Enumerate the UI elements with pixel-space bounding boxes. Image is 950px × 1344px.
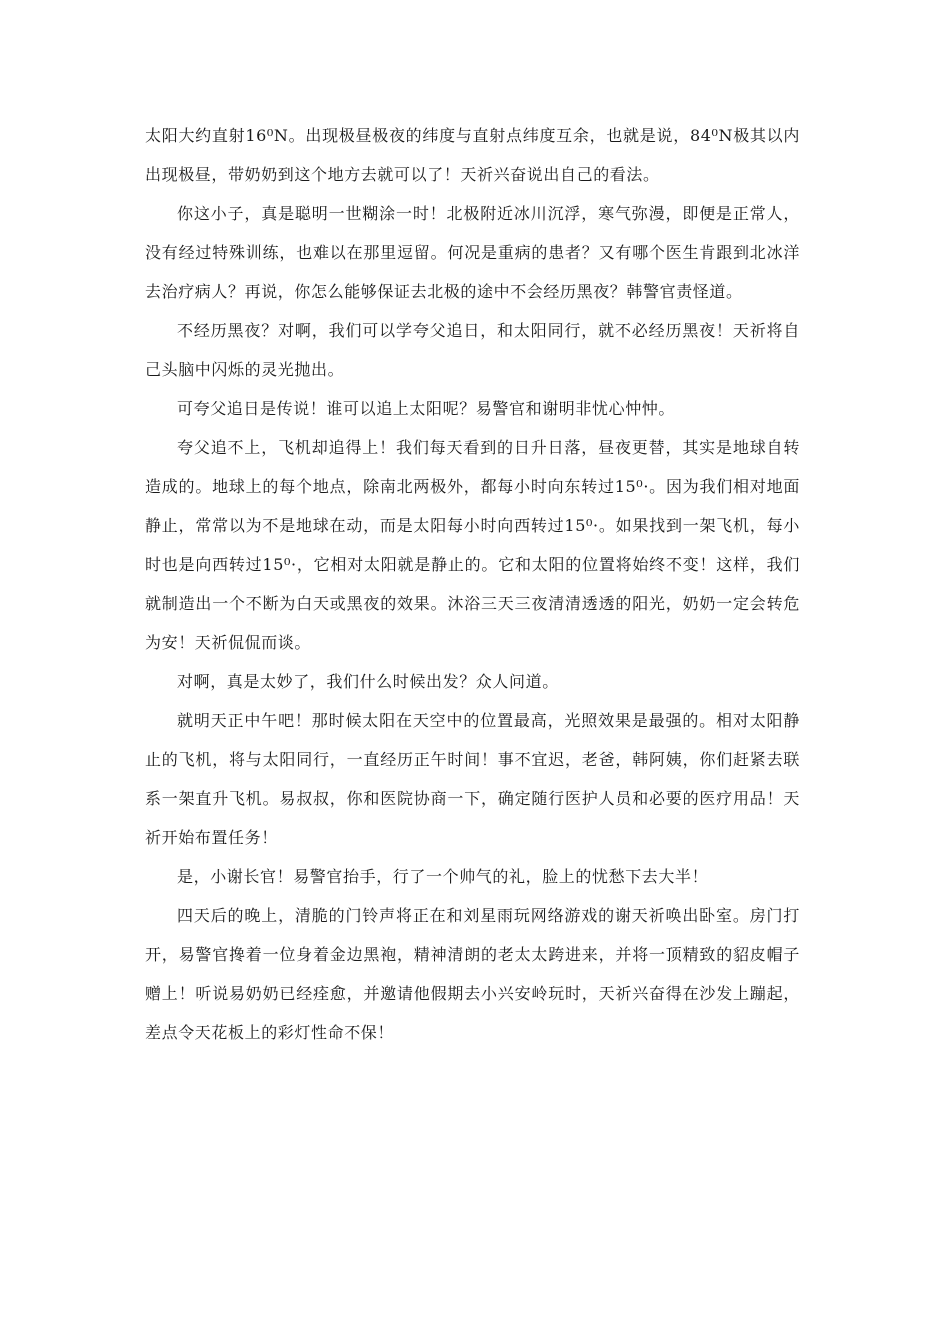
paragraph-4: 可夸父追日是传说！谁可以追上太阳呢？易警官和谢明非忧心忡忡。 bbox=[177, 399, 676, 418]
document-body bbox=[145, 116, 800, 1052]
paragraph-7: 就明天正中午吧！那时候太阳在天空中的位置最高，光照效果是最强的。相对太阳静止的飞机，将与太阳同行，一直经历正午时间！事不宜迟，老爸，韩阿姨，你们赶紧去联系一架直升飞机。易叔叔，你和医院协商一下，确定随行医护人员和必要的医疗用品！天祈开始布置任务！ bbox=[145, 711, 800, 847]
paragraph-8: 是，小谢长官！易警官抬手，行了一个帅气的礼，脸上的忧愁下去大半！ bbox=[177, 867, 709, 886]
paragraph-9: 四天后的晚上，清脆的门铃声将正在和刘星雨玩网络游戏的谢天祈唤出卧室。房门打开，易警官搀着一位身着金边黑袍，精神清朗的老太太跨进来，并将一顶精致的貂皮帽子赠上！听说易奶奶已经痊愈，并邀请他假期去小兴安岭玩时，天祈兴奋得在沙发上蹦起，差点令天花板上的彩灯性命不保！ bbox=[145, 906, 800, 1042]
paragraph-5: 夸父追不上，飞机却追得上！我们每天看到的日升日落，昼夜更替，其实是地球自转造成的。地球上的每个地点，除南北两极外，都每小时向东转过15⁰·。因为我们相对地面静止，常常以为不是地球在动，而是太阳每小时向西转过15⁰·。如果找到一架飞机，每小时也是向西转过15⁰·，它相对太阳就是静止的。它和太阳的位置将始终不变！这样，我们就制造出一个不断为白天或黑夜的效果。沐浴三天三夜清清透透的阳光，奶奶一定会转危为安！天祈侃侃而谈。 bbox=[145, 438, 800, 652]
paragraph-3: 不经历黑夜？对啊，我们可以学夸父追日，和太阳同行，就不必经历黑夜！天祈将自己头脑中闪烁的灵光抛出。 bbox=[145, 321, 800, 379]
paragraph-6: 对啊，真是太妙了，我们什么时候出发？众人问道。 bbox=[177, 672, 559, 691]
paragraph-2: 你这小子，真是聪明一世糊涂一时！北极附近冰川沉浮，寒气弥漫，即便是正常人，没有经过特殊训练，也难以在那里逗留。何况是重病的患者？又有哪个医生肯跟到北冰洋去治疗病人？再说，你怎么能够保证去北极的途中不会经历黑夜？韩警官责怪道。 bbox=[145, 204, 800, 301]
paragraph-1: 太阳大约直射16⁰N。出现极昼极夜的纬度与直射点纬度互余，也就是说，84⁰N极其以内出现极昼，带奶奶到这个地方去就可以了！天祈兴奋说出自己的看法。 bbox=[145, 126, 800, 184]
